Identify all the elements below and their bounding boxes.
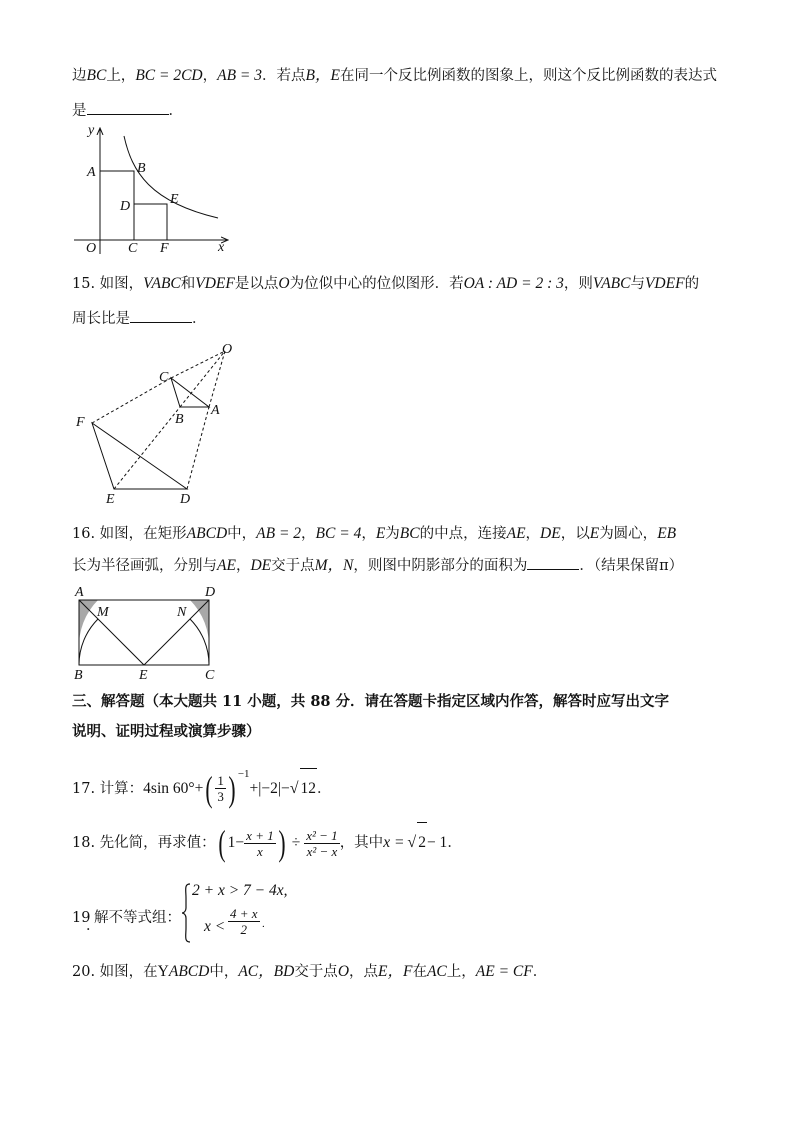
- label-C: C: [205, 668, 215, 683]
- q15-figure: [70, 336, 250, 508]
- q16-line1: 16. 如图，在矩形ABCD中，AB = 2，BC = 4，E为BC的中点，连接AE，DE，以E为圆心，EB: [72, 525, 677, 542]
- brace-icon: [180, 882, 192, 944]
- q16-figure: [70, 584, 220, 684]
- label-C: C: [128, 241, 138, 256]
- answer-blank[interactable]: [87, 100, 169, 115]
- label-O: O: [86, 241, 97, 256]
- label-O: O: [222, 342, 233, 357]
- q17: 17. 计算：4sin 60°+( $\frac{1}{3}$ ) $^{-1}$+|−2|−√ 12．: [72, 768, 332, 809]
- section-heading: 三、解答题（本大题共 11 小题，共 88 分．请在答题卡指定区域内作答，解答时应写出文字: [72, 693, 670, 710]
- q19: 19 ． 解不等式组： 2 + x > 7 − 4x, x < $\frac{4 + x}{2}$ .: [72, 878, 472, 948]
- label-E: E: [139, 668, 148, 683]
- label-A: A: [211, 403, 220, 418]
- label-C: C: [159, 370, 169, 385]
- fraction: $\frac{4 + x}{2}$: [230, 906, 258, 937]
- label-D: D: [180, 492, 191, 507]
- label-N: N: [177, 605, 187, 620]
- label-F: F: [160, 241, 169, 256]
- label-D: D: [120, 199, 131, 214]
- q15-line1: 15. 如图，VABC和VDEF是以点O为位似中心的位似图形．若OA : AD = 2 : 3，则VABC与VDEF的: [72, 275, 700, 292]
- section-heading-line2: 说明、证明过程或演算步骤）: [72, 723, 261, 740]
- label-x: x: [218, 240, 225, 255]
- fraction: $\frac{x + 1}{x}$: [246, 827, 274, 859]
- q18: 18. 先化简，再求值：( 1− $\frac{x + 1}{x}$ ) ÷ $\frac{\text{x² − 1}}{\text{x² − x}}$ ，其中x = √ 2− 1．: [72, 823, 462, 863]
- label-y: y: [88, 123, 95, 138]
- label-E: E: [106, 492, 115, 507]
- label-E: E: [170, 192, 179, 207]
- q15-line2: 周长比是 ．: [72, 308, 207, 329]
- q14-line2: 是 ．: [72, 100, 183, 121]
- label-B: B: [74, 668, 83, 683]
- fraction: $\frac{\text{x² − 1}}{\text{x² − x}}$: [306, 827, 338, 859]
- label-A: A: [87, 165, 96, 180]
- q14-figure: [70, 122, 240, 258]
- q14-line1: 边BC上，BC = 2CD，AB = 3．若点B，E在同一个反比例函数的图象上，则这个反比例函数的表达式: [72, 67, 717, 84]
- label-B: B: [137, 161, 146, 176]
- q20: 20. 如图，在YABCD中，AC，BD交于点O，点E，F在AC上，AE = CF．: [72, 963, 548, 980]
- label-M: M: [97, 605, 109, 620]
- label-A: A: [75, 585, 84, 600]
- fraction: $\frac{1}{3}$: [217, 773, 224, 805]
- answer-blank[interactable]: [527, 555, 579, 570]
- answer-blank[interactable]: [130, 308, 192, 323]
- label-F: F: [76, 415, 85, 430]
- q16-line2: 长为半径画弧，分别与AE，DE交于点M，N，则图中阴影部分的面积为 ．（结果保留π）: [72, 557, 684, 574]
- label-B: B: [175, 412, 184, 427]
- label-D: D: [205, 585, 216, 600]
